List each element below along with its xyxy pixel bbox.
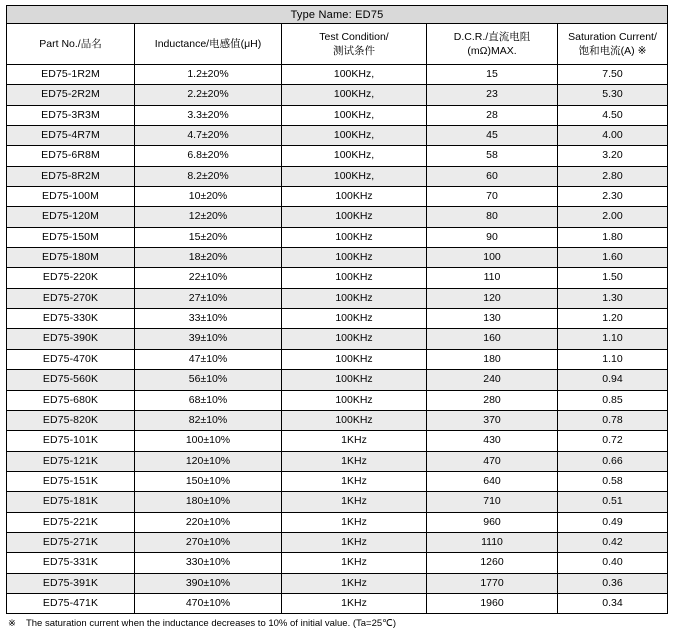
table-row: [7, 471, 668, 491]
table-cell: ED75-220K: [7, 268, 135, 288]
table-cell: 1KHz: [282, 512, 427, 532]
column-header-inductance: [135, 24, 282, 65]
table-row: [7, 410, 668, 430]
table-cell: 0.85: [558, 390, 668, 410]
table-cell: 100KHz: [282, 370, 427, 390]
table-cell: 45: [427, 126, 558, 146]
table-cell: 390±10%: [135, 573, 282, 593]
table-cell: 80: [427, 207, 558, 227]
table-row: [7, 390, 668, 410]
table-cell: 2.80: [558, 166, 668, 186]
column-header-part-no-line1: Part No./品名: [39, 37, 102, 50]
table-row: [7, 309, 668, 329]
table-cell: 10±20%: [135, 187, 282, 207]
footnote-mark: ※: [8, 618, 16, 630]
table-cell: ED75-391K: [7, 573, 135, 593]
table-cell: 180±10%: [135, 492, 282, 512]
table-cell: 1KHz: [282, 492, 427, 512]
table-cell: 100KHz: [282, 349, 427, 369]
table-cell: 100KHz: [282, 309, 427, 329]
table-cell: 4.50: [558, 105, 668, 125]
table-head: [7, 6, 668, 65]
table-row: [7, 451, 668, 471]
table-cell: 0.49: [558, 512, 668, 532]
table-cell: 1.60: [558, 248, 668, 268]
table-cell: ED75-121K: [7, 451, 135, 471]
table-cell: 1KHz: [282, 451, 427, 471]
table-row: [7, 85, 668, 105]
table-cell: 1KHz: [282, 553, 427, 573]
table-row: [7, 370, 668, 390]
table-cell: 15±20%: [135, 227, 282, 247]
table-cell: 1770: [427, 573, 558, 593]
table-cell: 0.72: [558, 431, 668, 451]
table-cell: 110: [427, 268, 558, 288]
table-row: [7, 126, 668, 146]
table-cell: 3.20: [558, 146, 668, 166]
table-cell: 240: [427, 370, 558, 390]
table-row: [7, 105, 668, 125]
table-cell: 0.94: [558, 370, 668, 390]
column-header-dcr-line1: D.C.R./直流电阻: [453, 30, 531, 43]
table-cell: 39±10%: [135, 329, 282, 349]
table-cell: 100: [427, 248, 558, 268]
table-cell: 4.00: [558, 126, 668, 146]
table-cell: 100KHz: [282, 288, 427, 308]
table-cell: 70: [427, 187, 558, 207]
column-header-dcr-line2: (mΩ)MAX.: [467, 45, 517, 57]
table-row: [7, 288, 668, 308]
table-cell: ED75-470K: [7, 349, 135, 369]
table-row: [7, 532, 668, 552]
table-cell: 100KHz,: [282, 65, 427, 85]
table-row: [7, 187, 668, 207]
table-cell: 1.2±20%: [135, 65, 282, 85]
table-cell: 18±20%: [135, 248, 282, 268]
table-cell: 120: [427, 288, 558, 308]
table-cell: 0.66: [558, 451, 668, 471]
table-cell: 100KHz,: [282, 105, 427, 125]
table-cell: 100KHz: [282, 187, 427, 207]
table-cell: 1110: [427, 532, 558, 552]
table-cell: 0.40: [558, 553, 668, 573]
table-cell: 0.51: [558, 492, 668, 512]
table-row: [7, 593, 668, 613]
table-cell: 180: [427, 349, 558, 369]
table-cell: ED75-120M: [7, 207, 135, 227]
table-cell: 370: [427, 410, 558, 430]
table-cell: 100KHz,: [282, 166, 427, 186]
table-cell: 150±10%: [135, 471, 282, 491]
table-cell: 270±10%: [135, 532, 282, 552]
table-cell: 15: [427, 65, 558, 85]
table-row: [7, 166, 668, 186]
table-cell: 640: [427, 471, 558, 491]
table-cell: ED75-8R2M: [7, 166, 135, 186]
table-cell: 1KHz: [282, 471, 427, 491]
footnote: [6, 618, 667, 630]
table-row: [7, 492, 668, 512]
table-cell: 1.10: [558, 329, 668, 349]
column-header-test-condition-line1: Test Condition/: [319, 30, 389, 43]
table-cell: 960: [427, 512, 558, 532]
table-cell: 100KHz: [282, 410, 427, 430]
table-cell: ED75-680K: [7, 390, 135, 410]
table-cell: 8.2±20%: [135, 166, 282, 186]
table-row: [7, 207, 668, 227]
table-cell: 1.20: [558, 309, 668, 329]
table-cell: 60: [427, 166, 558, 186]
table-cell: ED75-820K: [7, 410, 135, 430]
table-cell: ED75-2R2M: [7, 85, 135, 105]
table-cell: ED75-331K: [7, 553, 135, 573]
table-row: [7, 268, 668, 288]
table-cell: 1.80: [558, 227, 668, 247]
table-cell: ED75-390K: [7, 329, 135, 349]
table-cell: 1.50: [558, 268, 668, 288]
table-cell: 470±10%: [135, 593, 282, 613]
table-cell: 120±10%: [135, 451, 282, 471]
table-body: [7, 65, 668, 614]
table-cell: ED75-1R2M: [7, 65, 135, 85]
table-row: [7, 553, 668, 573]
table-cell: 1KHz: [282, 431, 427, 451]
table-row: [7, 248, 668, 268]
table-cell: 160: [427, 329, 558, 349]
table-cell: 220±10%: [135, 512, 282, 532]
table-cell: 130: [427, 309, 558, 329]
table-cell: ED75-101K: [7, 431, 135, 451]
column-header-inductance-line1: Inductance/电感值(μH): [154, 37, 262, 50]
column-header-saturation-current-line2: 饱和电流(A) ※: [578, 45, 647, 57]
table-row: [7, 329, 668, 349]
table-cell: 4.7±20%: [135, 126, 282, 146]
column-header-dcr: [427, 24, 558, 65]
table-cell: ED75-100M: [7, 187, 135, 207]
column-header-test-condition: [282, 24, 427, 65]
table-cell: 0.58: [558, 471, 668, 491]
table-cell: 1.30: [558, 288, 668, 308]
footnote-text: The saturation current when the inductance decreases to 10% of initial value. (Ta=25℃): [25, 618, 397, 630]
table-cell: 100KHz,: [282, 85, 427, 105]
table-cell: 1260: [427, 553, 558, 573]
table-cell: 0.34: [558, 593, 668, 613]
table-row: [7, 431, 668, 451]
table-cell: 330±10%: [135, 553, 282, 573]
table-cell: 0.36: [558, 573, 668, 593]
table-cell: 68±10%: [135, 390, 282, 410]
title-row: [7, 6, 668, 24]
table-cell: 2.00: [558, 207, 668, 227]
table-cell: ED75-150M: [7, 227, 135, 247]
table-cell: 100KHz: [282, 268, 427, 288]
table-cell: 100KHz,: [282, 146, 427, 166]
table-cell: 5.30: [558, 85, 668, 105]
table-cell: ED75-330K: [7, 309, 135, 329]
table-cell: 100KHz,: [282, 126, 427, 146]
column-header-saturation-current-line1: Saturation Current/: [568, 30, 657, 43]
table-row: [7, 512, 668, 532]
table-cell: 22±10%: [135, 268, 282, 288]
table-cell: 2.30: [558, 187, 668, 207]
table-cell: 56±10%: [135, 370, 282, 390]
table-cell: ED75-271K: [7, 532, 135, 552]
table-cell: 100±10%: [135, 431, 282, 451]
specification-table: [6, 5, 668, 614]
table-cell: 82±10%: [135, 410, 282, 430]
table-cell: ED75-270K: [7, 288, 135, 308]
table-cell: 27±10%: [135, 288, 282, 308]
header-row: [7, 24, 668, 65]
table-row: [7, 146, 668, 166]
table-row: [7, 65, 668, 85]
table-cell: 23: [427, 85, 558, 105]
table-cell: ED75-180M: [7, 248, 135, 268]
table-cell: 430: [427, 431, 558, 451]
table-cell: 100KHz: [282, 207, 427, 227]
column-header-part-no: [7, 24, 135, 65]
table-cell: 0.78: [558, 410, 668, 430]
table-cell: 2.2±20%: [135, 85, 282, 105]
table-cell: 12±20%: [135, 207, 282, 227]
table-cell: 47±10%: [135, 349, 282, 369]
table-cell: 33±10%: [135, 309, 282, 329]
page-title: Type Name: ED75: [7, 6, 668, 24]
column-header-test-condition-line2: 测试条件: [333, 45, 375, 57]
table-cell: 1KHz: [282, 573, 427, 593]
table-cell: ED75-4R7M: [7, 126, 135, 146]
table-cell: 710: [427, 492, 558, 512]
table-cell: 0.42: [558, 532, 668, 552]
column-header-saturation-current: [558, 24, 668, 65]
table-cell: ED75-560K: [7, 370, 135, 390]
table-row: [7, 349, 668, 369]
table-cell: ED75-3R3M: [7, 105, 135, 125]
table-cell: 3.3±20%: [135, 105, 282, 125]
table-cell: 470: [427, 451, 558, 471]
table-cell: 280: [427, 390, 558, 410]
table-cell: ED75-181K: [7, 492, 135, 512]
table-cell: ED75-221K: [7, 512, 135, 532]
table-cell: 58: [427, 146, 558, 166]
table-cell: 1KHz: [282, 593, 427, 613]
table-row: [7, 227, 668, 247]
table-cell: 90: [427, 227, 558, 247]
table-cell: 100KHz: [282, 248, 427, 268]
table-cell: ED75-471K: [7, 593, 135, 613]
table-cell: 6.8±20%: [135, 146, 282, 166]
table-cell: 1.10: [558, 349, 668, 369]
table-cell: 7.50: [558, 65, 668, 85]
table-cell: 28: [427, 105, 558, 125]
table-cell: 100KHz: [282, 329, 427, 349]
table-cell: 100KHz: [282, 390, 427, 410]
table-cell: 1KHz: [282, 532, 427, 552]
table-cell: 1960: [427, 593, 558, 613]
table-row: [7, 573, 668, 593]
table-cell: 100KHz: [282, 227, 427, 247]
table-cell: ED75-6R8M: [7, 146, 135, 166]
table-cell: ED75-151K: [7, 471, 135, 491]
